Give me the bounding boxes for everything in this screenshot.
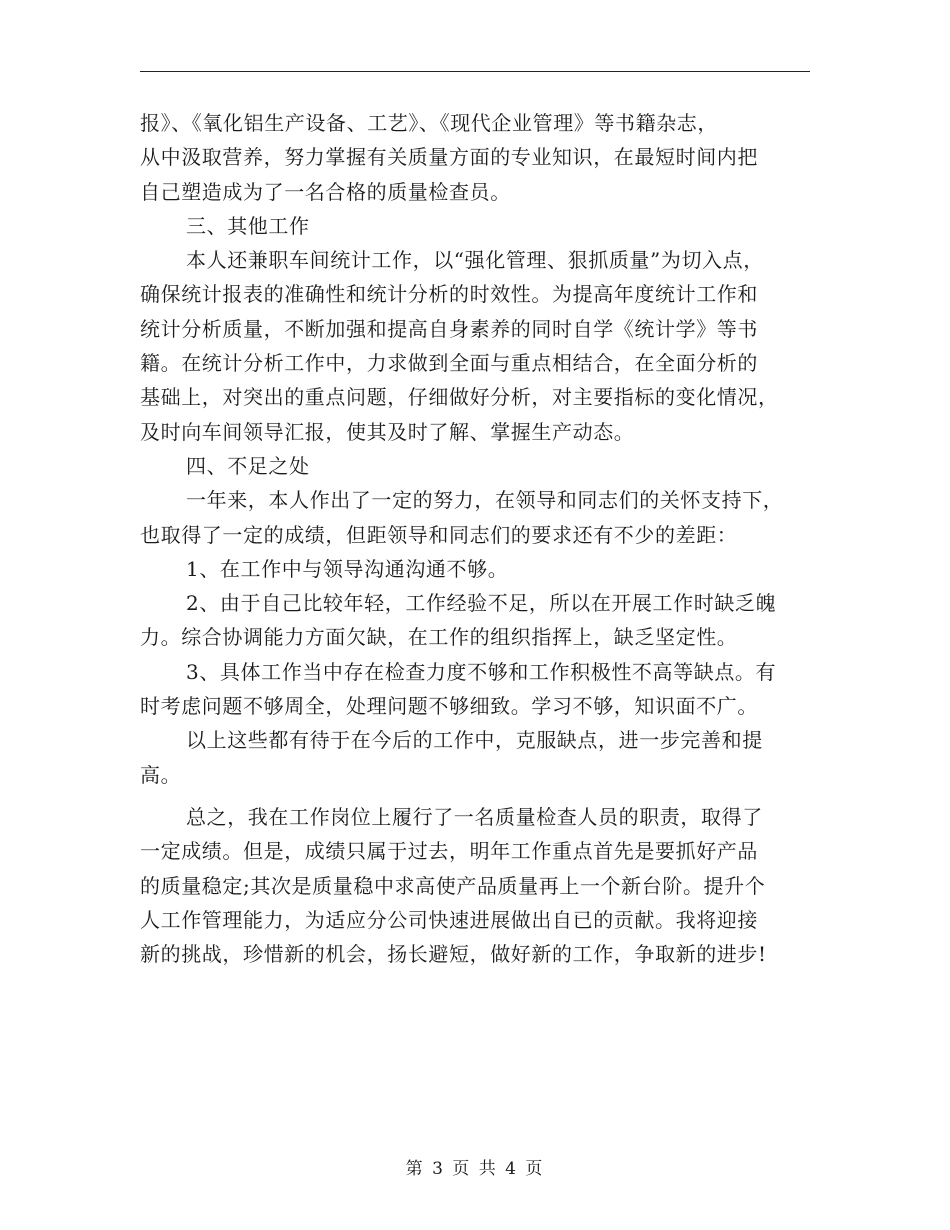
header-rule [140, 71, 810, 72]
section-heading: 四、不足之处 [186, 453, 310, 478]
body-line: 确保统计报表的准确性和统计分析的时效性。为提高年度统计工作和 [140, 282, 758, 307]
paragraph-gap [140, 792, 812, 800]
body-line: 自己塑造成为了一名合格的质量检查员。 [140, 179, 511, 204]
body-line: 人工作管理能力，为适应分公司快速进展做出自已的贡献。我将迎接 [140, 907, 758, 932]
body-line: 的质量稳定;其次是质量稳中求高使产品质量再上一个新台阶。提升个 [140, 873, 766, 898]
body-line: 基础上，对突出的重点问题，仔细做好分析，对主要指标的变化情况， [140, 385, 779, 410]
body-line: 一年来，本人作出了一定的努力，在领导和同志们的关怀支持下， [186, 488, 784, 513]
body-line: 总之，我在工作岗位上履行了一名质量检查人员的职责，取得了 [186, 804, 763, 829]
body-line: 籍。在统计分析工作中，力求做到全面与重点相结合，在全面分析的 [140, 351, 758, 376]
body-line: 统计分析质量，不断加强和提高自身素养的同时自学《统计学》等书 [140, 316, 758, 341]
list-item: 1、在工作中与领导沟通沟通不够。 [186, 556, 509, 581]
body-line: 本人还兼职车间统计工作，以“强化管理、狠抓质量”为切入点， [186, 248, 764, 273]
body-line: 力。综合协调能力方面欠缺，在工作的组织指挥上，缺乏坚定性。 [140, 625, 738, 650]
document-body [140, 106, 812, 971]
body-line: 报》、《氧化铝生产设备、工艺》、《现代企业管理》等书籍杂志， [140, 111, 718, 135]
section-heading: 三、其他工作 [186, 213, 310, 238]
body-line: 高。 [140, 762, 182, 787]
body-line: 以上这些都有待于在今后的工作中，克服缺点，进一步完善和提 [186, 728, 763, 753]
body-line: 时考虑问题不够周全，处理问题不够细致。学习不够，知识面不广。 [140, 694, 758, 719]
list-item: 2、由于自己比较年轻，工作经验不足，所以在开展工作时缺乏魄 [186, 591, 777, 616]
body-line: 及时向车间领导汇报，使其及时了解、掌握生产动态。 [140, 419, 635, 444]
body-line: 新的挑战，珍惜新的机会，扬长避短，做好新的工作，争取新的进步! [140, 942, 767, 967]
page-number: 第 3 页 共 4 页 [405, 1159, 545, 1179]
body-line: 也取得了一定的成绩，但距领导和同志们的要求还有不少的差距： [140, 522, 738, 547]
body-line: 一定成绩。但是，成绩只属于过去，明年工作重点首先是要抓好产品 [140, 839, 758, 864]
body-line: 从中汲取营养，努力掌握有关质量方面的专业知识，在最短时间内把 [140, 145, 758, 170]
list-item: 3、具体工作当中存在检查力度不够和工作积极性不高等缺点。有 [186, 659, 777, 684]
